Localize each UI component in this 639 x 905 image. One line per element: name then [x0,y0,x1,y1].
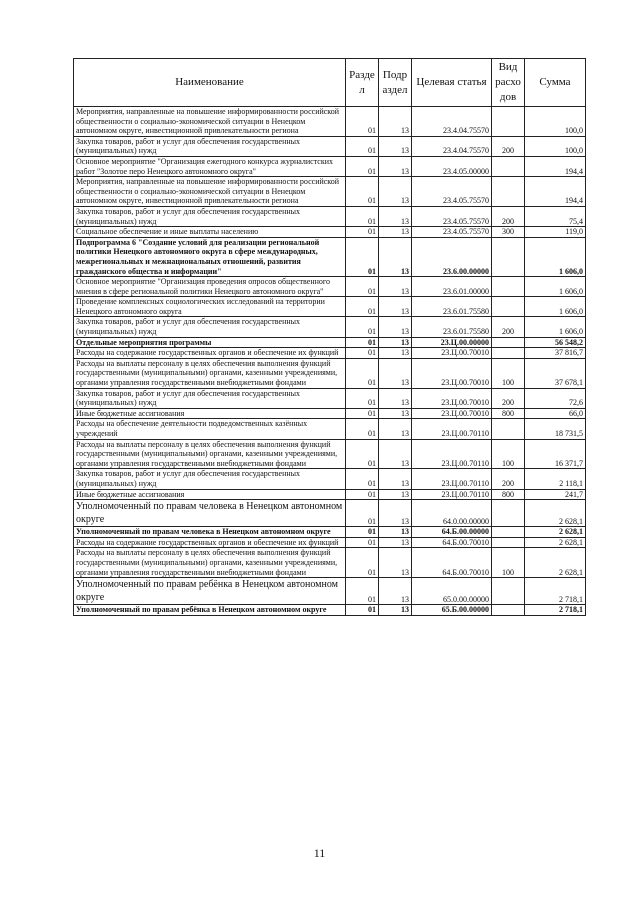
cell-type [492,177,525,207]
cell-sum: 1 606,0 [525,317,586,337]
cell-type: 200 [492,388,525,408]
page-number: 11 [313,846,326,860]
cell-subsection: 13 [379,605,412,616]
cell-sum: 1 606,0 [525,297,586,317]
cell-sum: 241,7 [525,489,586,500]
cell-name: Расходы на обеспечение деятельности подведомственных казённых учреждений [74,419,346,439]
cell-sum: 2 628,1 [525,527,586,538]
cell-type: 200 [492,206,525,226]
table-row [74,237,586,276]
cell-sum: 2 718,1 [525,578,586,605]
cell-subsection: 13 [379,177,412,207]
cell-name: Социальное обеспечение и иные выплаты населению [74,227,346,238]
table-row [74,358,586,388]
cell-target: 23.4.05.00000 [412,156,492,176]
cell-sum: 18 731,5 [525,419,586,439]
cell-subsection: 13 [379,500,412,527]
cell-target: 23.4.05.75570 [412,227,492,238]
cell-section: 01 [346,206,379,226]
cell-type: 200 [492,469,525,489]
cell-subsection: 13 [379,237,412,276]
cell-sum: 100,0 [525,107,586,137]
cell-type [492,500,525,527]
cell-name: Расходы на содержание государственных органов и обеспечение их функций [74,348,346,359]
cell-sum: 100,0 [525,136,586,156]
cell-sum: 2 718,1 [525,605,586,616]
cell-type: 800 [492,489,525,500]
cell-name: Иные бюджетные ассигнования [74,489,346,500]
table-row [74,107,586,137]
table-row [74,605,586,616]
table-row [74,500,586,527]
cell-subsection: 13 [379,408,412,419]
cell-section: 01 [346,578,379,605]
cell-section: 01 [346,358,379,388]
cell-subsection: 13 [379,578,412,605]
cell-name: Мероприятия, направленные на повышение информированности российской общественности о социально-экономической ситуации в Ненецком автономном округе, инвестиционной привлекательности региона [74,107,346,137]
cell-target: 23.6.01.00000 [412,277,492,297]
cell-name: Закупка товаров, работ и услуг для обеспечения государственных (муниципальных) нужд [74,136,346,156]
cell-sum: 194,4 [525,156,586,176]
cell-sum: 2 118,1 [525,469,586,489]
cell-name: Закупка товаров, работ и услуг для обеспечения государственных (муниципальных) нужд [74,469,346,489]
cell-type [492,277,525,297]
cell-type [492,297,525,317]
cell-target: 23.Ц.00.70010 [412,358,492,388]
cell-section: 01 [346,469,379,489]
cell-target: 23.4.05.75570 [412,177,492,207]
cell-sum: 194,4 [525,177,586,207]
cell-target: 65.0.00.00000 [412,578,492,605]
table-row [74,419,586,439]
table-row [74,388,586,408]
cell-subsection: 13 [379,107,412,137]
cell-sum: 37 678,1 [525,358,586,388]
cell-section: 01 [346,227,379,238]
cell-subsection: 13 [379,206,412,226]
cell-section: 01 [346,605,379,616]
table-row [74,136,586,156]
cell-name: Закупка товаров, работ и услуг для обеспечения государственных (муниципальных) нужд [74,388,346,408]
cell-type: 100 [492,439,525,469]
table-row [74,156,586,176]
header-sum: Сумма [525,59,586,107]
cell-sum: 1 606,0 [525,277,586,297]
cell-target: 64.Б.00.70010 [412,548,492,578]
cell-target: 23.Ц.00.70010 [412,408,492,419]
cell-name: Уполномоченный по правам человека в Ненецком автономном округе [74,500,346,527]
table-row [74,337,586,348]
cell-target: 23.4.04.75570 [412,107,492,137]
cell-target: 23.Ц.00.70010 [412,388,492,408]
cell-target: 23.Ц.00.70110 [412,469,492,489]
cell-sum: 119,0 [525,227,586,238]
table-row [74,227,586,238]
table-row [74,206,586,226]
cell-sum: 75,4 [525,206,586,226]
cell-subsection: 13 [379,419,412,439]
cell-target: 64.0.00.00000 [412,500,492,527]
cell-sum: 16 371,7 [525,439,586,469]
table-row [74,469,586,489]
cell-section: 01 [346,489,379,500]
cell-type: 300 [492,227,525,238]
cell-name: Закупка товаров, работ и услуг для обеспечения государственных (муниципальных) нужд [74,317,346,337]
cell-sum: 1 606,0 [525,237,586,276]
header-name: Наименование [74,59,346,107]
table-row [74,527,586,538]
cell-section: 01 [346,348,379,359]
cell-target: 23.4.05.75570 [412,206,492,226]
cell-subsection: 13 [379,489,412,500]
cell-target: 23.4.04.75570 [412,136,492,156]
cell-type [492,348,525,359]
cell-name: Отдельные мероприятия программы [74,337,346,348]
cell-name: Уполномоченный по правам человека в Ненецком автономном округе [74,527,346,538]
cell-name: Расходы на выплаты персоналу в целях обеспечения выполнения функций государственными (муниципальными) органами, казенными учреждениями, органами управления государственными внебюджетными фондами [74,548,346,578]
header-row [74,59,586,107]
cell-type [492,578,525,605]
table-row [74,578,586,605]
cell-type [492,537,525,548]
cell-type [492,107,525,137]
table-row [74,548,586,578]
cell-name: Проведение комплексных социологических исследований на территории Ненецкого автономного округа [74,297,346,317]
cell-section: 01 [346,177,379,207]
header-type: Вид расхо дов [492,59,525,107]
cell-section: 01 [346,337,379,348]
cell-type: 800 [492,408,525,419]
cell-target: 23.Ц.00.70010 [412,348,492,359]
cell-subsection: 13 [379,527,412,538]
table-row [74,489,586,500]
cell-subsection: 13 [379,337,412,348]
table-row [74,317,586,337]
cell-name: Мероприятия, направленные на повышение информированности российской общественности о социально-экономической ситуации в Ненецком автономном округе, инвестиционной привлекательности региона [74,177,346,207]
cell-name: Иные бюджетные ассигнования [74,408,346,419]
cell-type: 200 [492,136,525,156]
cell-target: 23.Ц.00.70110 [412,489,492,500]
table-body [74,107,586,616]
cell-subsection: 13 [379,348,412,359]
cell-section: 01 [346,388,379,408]
cell-sum: 2 628,1 [525,537,586,548]
cell-target: 65.Б.00.00000 [412,605,492,616]
table-row [74,439,586,469]
cell-section: 01 [346,237,379,276]
cell-subsection: 13 [379,388,412,408]
cell-name: Расходы на выплаты персоналу в целях обеспечения выполнения функций государственными (муниципальными) органами, казенными учреждениями, органами управления государственными внебюджетными фондами [74,439,346,469]
header-target: Целевая статья [412,59,492,107]
header-section: Разде л [346,59,379,107]
cell-section: 01 [346,548,379,578]
cell-target: 23.6.01.75580 [412,297,492,317]
cell-section: 01 [346,537,379,548]
cell-name: Уполномоченный по правам ребёнка в Ненецком автономном округе [74,578,346,605]
cell-name: Основное мероприятие "Организация ежегодного конкурса журналистских работ "Золотое перо Ненецкого автономного округа" [74,156,346,176]
cell-name: Закупка товаров, работ и услуг для обеспечения государственных (муниципальных) нужд [74,206,346,226]
cell-section: 01 [346,297,379,317]
cell-target: 23.Ц.00.70110 [412,439,492,469]
cell-subsection: 13 [379,358,412,388]
cell-section: 01 [346,317,379,337]
cell-type: 100 [492,548,525,578]
cell-section: 01 [346,107,379,137]
cell-name: Расходы на содержание государственных органов и обеспечение их функций [74,537,346,548]
table-row [74,297,586,317]
cell-section: 01 [346,136,379,156]
cell-section: 01 [346,408,379,419]
cell-section: 01 [346,419,379,439]
header-subsection: Подр аздел [379,59,412,107]
cell-section: 01 [346,277,379,297]
cell-subsection: 13 [379,227,412,238]
cell-target: 23.Ц.00.70110 [412,419,492,439]
cell-name: Расходы на выплаты персоналу в целях обеспечения выполнения функций государственными (муниципальными) органами, казенными учреждениями, органами управления государственными внебюджетными фондами [74,358,346,388]
cell-subsection: 13 [379,136,412,156]
cell-target: 23.6.01.75580 [412,317,492,337]
cell-type [492,605,525,616]
cell-subsection: 13 [379,317,412,337]
cell-subsection: 13 [379,548,412,578]
cell-target: 23.Ц.00.00000 [412,337,492,348]
cell-sum: 66,0 [525,408,586,419]
table-row [74,348,586,359]
cell-section: 01 [346,527,379,538]
cell-sum: 2 628,1 [525,500,586,527]
budget-table [73,58,586,616]
table-row [74,408,586,419]
cell-subsection: 13 [379,537,412,548]
cell-sum: 2 628,1 [525,548,586,578]
cell-name: Подпрограмма 6 "Создание условий для реализации региональной политики Ненецкого автономного округа в сфере международных, межрегиональных и межнациональных отношений, развития гражданского общества и информации" [74,237,346,276]
cell-target: 64.Б.00.00000 [412,527,492,538]
cell-type: 100 [492,358,525,388]
cell-section: 01 [346,156,379,176]
table-row [74,177,586,207]
cell-subsection: 13 [379,439,412,469]
cell-name: Основное мероприятие "Организация проведения опросов общественного мнения в сфере региональной политики Ненецкого автономного округа" [74,277,346,297]
cell-type: 200 [492,317,525,337]
cell-sum: 37 816,7 [525,348,586,359]
cell-name: Уполномоченный по правам ребёнка в Ненецком автономном округе [74,605,346,616]
cell-section: 01 [346,439,379,469]
table-row [74,537,586,548]
cell-subsection: 13 [379,297,412,317]
cell-type [492,337,525,348]
cell-subsection: 13 [379,156,412,176]
cell-type [492,419,525,439]
cell-type [492,527,525,538]
cell-section: 01 [346,500,379,527]
cell-target: 23.6.00.00000 [412,237,492,276]
cell-subsection: 13 [379,277,412,297]
cell-type [492,156,525,176]
cell-type [492,237,525,276]
cell-target: 64.Б.00.70010 [412,537,492,548]
table-row [74,277,586,297]
cell-subsection: 13 [379,469,412,489]
cell-sum: 72,6 [525,388,586,408]
cell-sum: 56 548,2 [525,337,586,348]
